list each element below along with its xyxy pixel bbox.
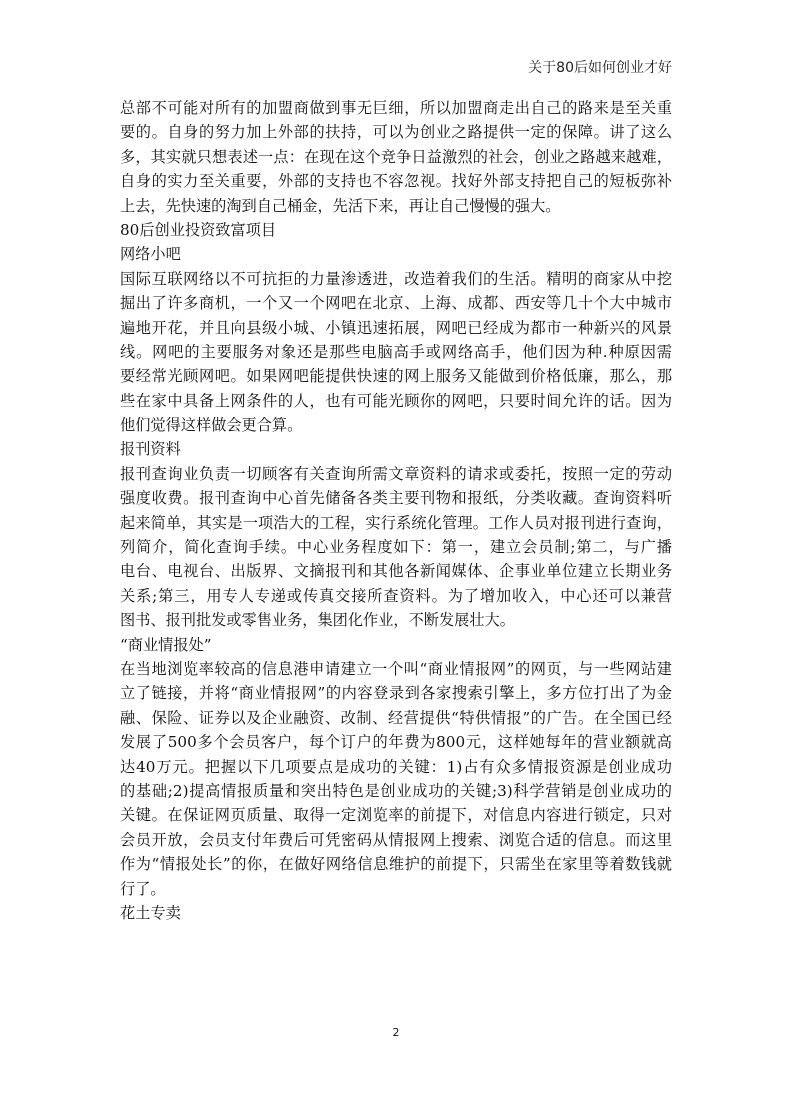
text-line: 多，其实就只想表述一点：在现在这个竞争日益激烈的社会，创业之路越来越难， — [120, 147, 672, 166]
text-line: 会员开放，会员支付年费后可凭密码从情报网上搜索、浏览合适的信息。而这里 — [120, 830, 672, 849]
text-line: 线。网吧的主要服务对象还是那些电脑高手或网络高手，他们因为种.种原因需 — [120, 342, 672, 361]
text-line: 上去，先快速的淘到自己桶金，先活下来，再让自己慢慢的强大。 — [120, 196, 561, 215]
text-line: 强度收费。报刊查询中心首先储备各类主要刊物和报纸，分类收藏。查询资料听 — [120, 489, 672, 508]
page-number: 2 — [392, 1026, 400, 1039]
text-line: 花土专卖 — [120, 903, 181, 922]
text-line: 掘出了许多商机，一个又一个网吧在北京、上海、成都、西安等几十个大中城市 — [120, 294, 672, 313]
text-line: 遍地开花，并且向县级小城、小镇迅速拓展，网吧已经成为都市一种新兴的风景 — [120, 318, 672, 337]
text-line: 列简介，简化查询手续。中心业务程度如下：第一，建立会员制;第二，与广播 — [120, 538, 672, 557]
text-line: 图书、报刊批发或零售业务，集团化作业，不断发展壮大。 — [120, 611, 515, 630]
document-body — [120, 96, 672, 925]
text-line: 网络小吧 — [120, 245, 181, 264]
text-line: 起来简单，其实是一项浩大的工程，实行系统化管理。工作人员对报刊进行查询， — [120, 513, 672, 532]
text-line: 总部不可能对所有的加盟商做到事无巨细，所以加盟商走出自己的路来是至关重 — [120, 99, 672, 117]
text-line: 些在家中具备上网条件的人，也有可能光顾你的网吧，只要时间允许的话。因为 — [120, 391, 672, 410]
text-line: 国际互联网络以不可抗拒的力量渗透进，改造着我们的生活。精明的商家从中挖 — [120, 269, 672, 288]
text-line: 电台、电视台、出版界、文摘报刊和其他各新闻媒体、企事业单位建立长期业务 — [120, 562, 672, 581]
text-line: 在当地浏览率较高的信息港申请建立一个叫“商业情报网”的网页，与一些网站建 — [120, 659, 672, 678]
text-line: 发展了500多个会员客户，每个订户的年费为800元，这样她每年的营业额就高 — [120, 733, 672, 752]
text-line: 自身的实力至关重要，外部的支持也不容忽视。找好外部支持把自己的短板弥补 — [120, 172, 672, 191]
text-line: 达40万元。把握以下几项要点是成功的关键：1)占有众多情报资源是创业成功 — [120, 757, 672, 776]
text-line: 关系;第三，用专人专递或传真交接所查资料。为了增加收入，中心还可以兼营 — [120, 586, 672, 605]
text-line: 报刊查询业负责一切顾客有关查询所需文章资料的请求或委托，按照一定的劳动 — [120, 464, 672, 483]
text-line: 行了。 — [120, 879, 166, 898]
text-line: 关键。在保证网页质量、取得一定浏览率的前提下，对信息内容进行锁定，只对 — [120, 806, 672, 825]
text-line: 立了链接，并将“商业情报网”的内容登录到各家搜索引擎上，多方位打出了为金 — [120, 684, 672, 703]
text-line: 作为“情报处长”的你，在做好网络信息维护的前提下，只需坐在家里等着数钱就 — [120, 855, 672, 874]
running-header: 关于80后如何创业才好 — [528, 60, 672, 76]
text-line: “商业情报处” — [120, 635, 212, 654]
text-line: 的基础;2)提高情报质量和突出特色是创业成功的关键;3)科学营销是创业成功的 — [120, 781, 672, 800]
text-line: 要经常光顾网吧。如果网吧能提供快速的网上服务又能做到价格低廉，那么，那 — [120, 367, 672, 386]
text-line: 报刊资料 — [120, 440, 181, 459]
text-line: 他们觉得这样做会更合算。 — [120, 416, 303, 435]
text-line: 要的。自身的努力加上外部的扶持，可以为创业之路提供一定的保障。讲了这么 — [120, 123, 672, 142]
text-line: 80后创业投资致富项目 — [120, 220, 277, 239]
text-line: 融、保险、证券以及企业融资、改制、经营提供“特供情报”的广告。在全国已经 — [120, 708, 672, 727]
